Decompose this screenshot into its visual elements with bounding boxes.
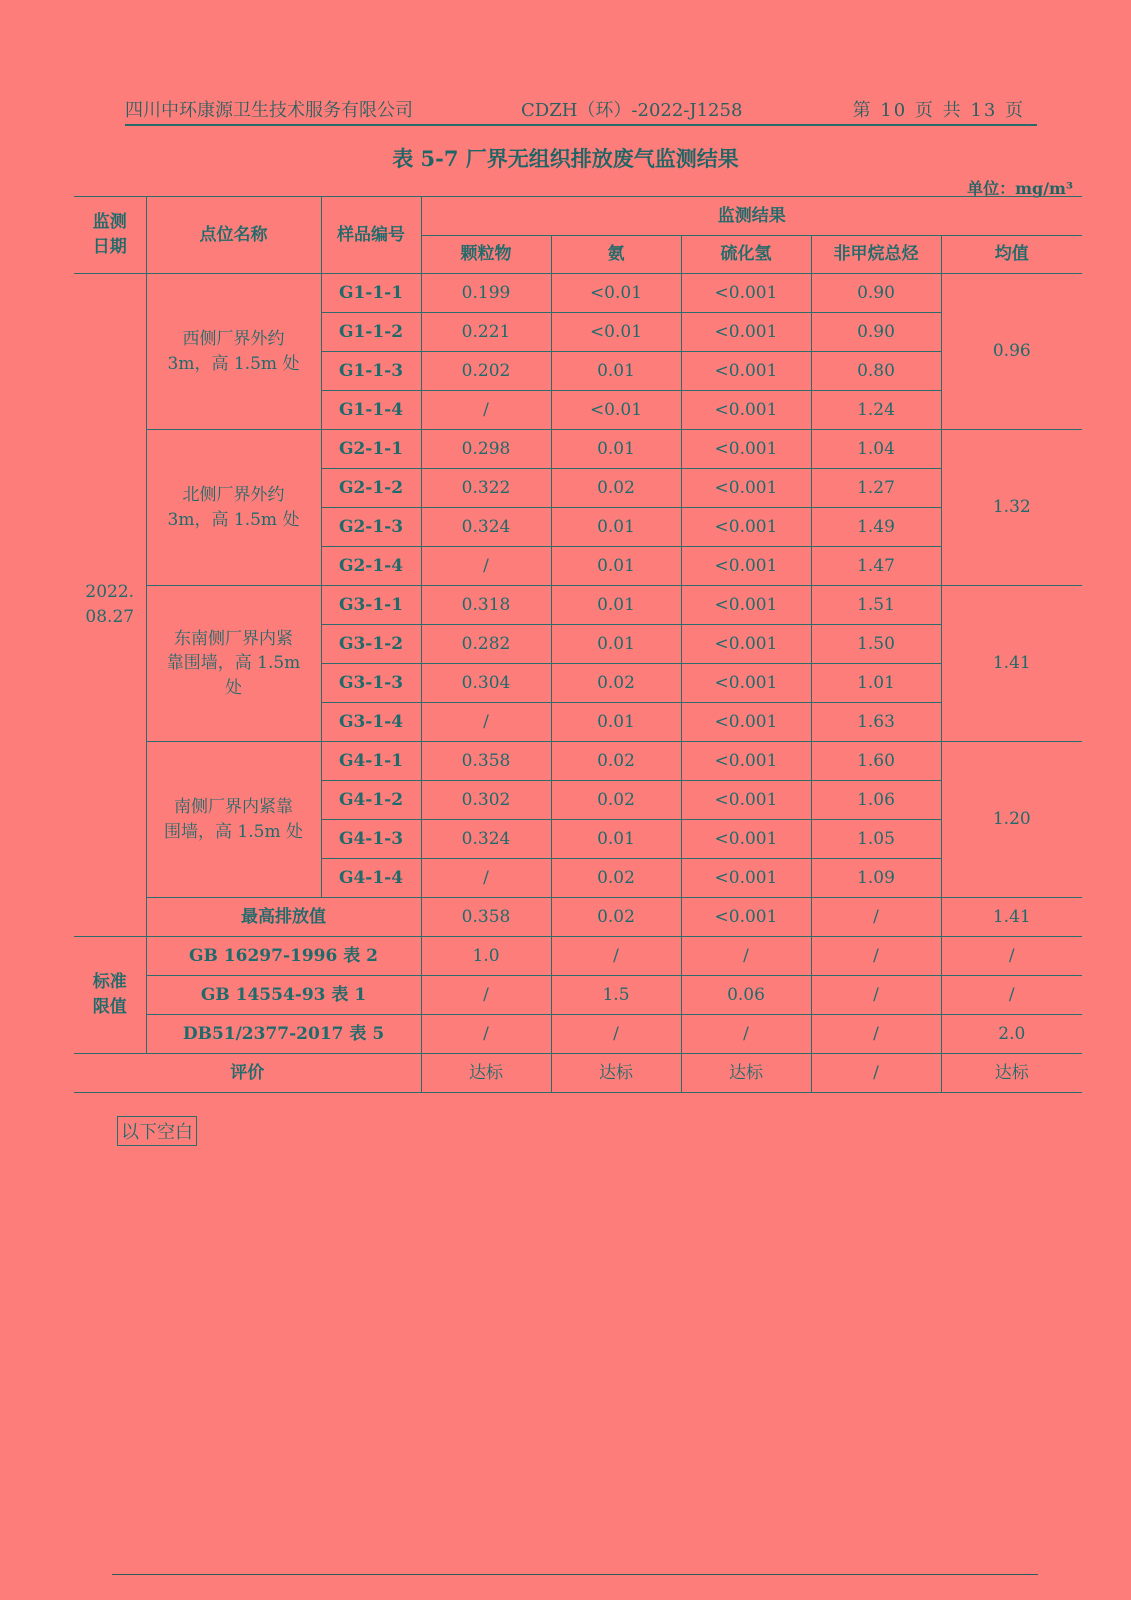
nmhc-value: 1.50 — [811, 625, 941, 664]
standard-mean: 2.0 — [941, 1015, 1082, 1054]
monitoring-results-table — [74, 196, 1082, 1093]
standard-h2s: / — [681, 937, 811, 976]
max-nmhc: / — [811, 898, 941, 937]
sample-id: G1-1-1 — [321, 274, 421, 313]
standard-particulate: 1.0 — [421, 937, 551, 976]
page-number: 第 10 页 共 13 页 — [852, 100, 1025, 121]
sample-id: G3-1-3 — [321, 664, 421, 703]
standard-name: GB 14554-93 表 1 — [146, 976, 421, 1015]
standard-name: GB 16297-1996 表 2 — [146, 937, 421, 976]
ammonia-value: 0.02 — [551, 742, 681, 781]
nmhc-value: 1.09 — [811, 859, 941, 898]
standard-mean: / — [941, 976, 1082, 1015]
standard-mean: / — [941, 937, 1082, 976]
standard-ammonia: / — [551, 937, 681, 976]
table-row — [74, 937, 1082, 976]
evaluation-ammonia: 达标 — [551, 1054, 681, 1093]
monitoring-date: 2022. 08.27 — [74, 274, 146, 937]
h2s-value: <0.001 — [681, 469, 811, 508]
particulate-value: 0.358 — [421, 742, 551, 781]
particulate-value: 0.221 — [421, 313, 551, 352]
table-title: 表 5-7 厂界无组织排放废气监测结果 — [392, 146, 739, 171]
h2s-value: <0.001 — [681, 742, 811, 781]
h2s-value: <0.001 — [681, 781, 811, 820]
standard-nmhc: / — [811, 976, 941, 1015]
max-h2s: <0.001 — [681, 898, 811, 937]
h2s-value: <0.001 — [681, 820, 811, 859]
header-sample: 样品编号 — [321, 197, 421, 274]
table-row — [74, 898, 1082, 937]
header-particulate: 颗粒物 — [421, 236, 551, 274]
sample-id: G1-1-2 — [321, 313, 421, 352]
nmhc-value: 1.06 — [811, 781, 941, 820]
nmhc-value: 0.90 — [811, 274, 941, 313]
h2s-value: <0.001 — [681, 703, 811, 742]
nmhc-value: 0.80 — [811, 352, 941, 391]
h2s-value: <0.001 — [681, 313, 811, 352]
header-h2s: 硫化氢 — [681, 236, 811, 274]
evaluation-particulate: 达标 — [421, 1054, 551, 1093]
nmhc-value: 1.51 — [811, 586, 941, 625]
nmhc-value: 1.49 — [811, 508, 941, 547]
max-particulate: 0.358 — [421, 898, 551, 937]
h2s-value: <0.001 — [681, 586, 811, 625]
table-row — [74, 1054, 1082, 1093]
particulate-value: / — [421, 859, 551, 898]
particulate-value: 0.282 — [421, 625, 551, 664]
location-name: 北侧厂界外约 3m，高 1.5m 处 — [146, 430, 321, 586]
max-ammonia: 0.02 — [551, 898, 681, 937]
sample-id: G2-1-2 — [321, 469, 421, 508]
h2s-value: <0.001 — [681, 274, 811, 313]
ammonia-value: 0.02 — [551, 469, 681, 508]
ammonia-value: 0.02 — [551, 664, 681, 703]
company-name: 四川中环康源卫生技术服务有限公司 — [125, 100, 413, 121]
table-row — [74, 197, 1082, 236]
ammonia-value: <0.01 — [551, 274, 681, 313]
location-name: 南侧厂界内紧靠 围墙，高 1.5m 处 — [146, 742, 321, 898]
sample-id: G3-1-4 — [321, 703, 421, 742]
particulate-value: 0.318 — [421, 586, 551, 625]
particulate-value: 0.302 — [421, 781, 551, 820]
header-date: 监测 日期 — [74, 197, 146, 274]
standard-name: DB51/2377-2017 表 5 — [146, 1015, 421, 1054]
unit-label: 单位：mg/m³ — [967, 179, 1073, 198]
nmhc-value: 1.27 — [811, 469, 941, 508]
evaluation-mean: 达标 — [941, 1054, 1082, 1093]
location-name: 东南侧厂界内紧 靠围墙，高 1.5m 处 — [146, 586, 321, 742]
ammonia-value: 0.01 — [551, 625, 681, 664]
max-label: 最高排放值 — [146, 898, 421, 937]
header-location: 点位名称 — [146, 197, 321, 274]
mean-value: 0.96 — [941, 274, 1082, 430]
sample-id: G1-1-3 — [321, 352, 421, 391]
standard-h2s: / — [681, 1015, 811, 1054]
standard-ammonia: 1.5 — [551, 976, 681, 1015]
header-nmhc: 非甲烷总烃 — [811, 236, 941, 274]
sample-id: G4-1-3 — [321, 820, 421, 859]
standards-label: 标准 限值 — [74, 937, 146, 1054]
ammonia-value: <0.01 — [551, 391, 681, 430]
standard-h2s: 0.06 — [681, 976, 811, 1015]
header-ammonia: 氨 — [551, 236, 681, 274]
standard-nmhc: / — [811, 1015, 941, 1054]
sample-id: G2-1-1 — [321, 430, 421, 469]
h2s-value: <0.001 — [681, 430, 811, 469]
sample-id: G4-1-4 — [321, 859, 421, 898]
max-mean: 1.41 — [941, 898, 1082, 937]
location-name: 西侧厂界外约 3m，高 1.5m 处 — [146, 274, 321, 430]
particulate-value: / — [421, 703, 551, 742]
nmhc-value: 1.24 — [811, 391, 941, 430]
particulate-value: / — [421, 547, 551, 586]
h2s-value: <0.001 — [681, 547, 811, 586]
ammonia-value: 0.01 — [551, 547, 681, 586]
nmhc-value: 1.05 — [811, 820, 941, 859]
ammonia-value: 0.02 — [551, 781, 681, 820]
header-mean: 均值 — [941, 236, 1082, 274]
ammonia-value: 0.01 — [551, 820, 681, 859]
h2s-value: <0.001 — [681, 625, 811, 664]
particulate-value: 0.322 — [421, 469, 551, 508]
particulate-value: 0.324 — [421, 820, 551, 859]
sample-id: G4-1-2 — [321, 781, 421, 820]
particulate-value: 0.304 — [421, 664, 551, 703]
h2s-value: <0.001 — [681, 664, 811, 703]
table-row — [74, 1015, 1082, 1054]
ammonia-value: 0.01 — [551, 352, 681, 391]
ammonia-value: <0.01 — [551, 313, 681, 352]
particulate-value: / — [421, 391, 551, 430]
h2s-value: <0.001 — [681, 859, 811, 898]
header-results: 监测结果 — [421, 197, 1082, 236]
evaluation-h2s: 达标 — [681, 1054, 811, 1093]
ammonia-value: 0.01 — [551, 586, 681, 625]
table-row — [74, 742, 1082, 781]
table-row — [74, 430, 1082, 469]
nmhc-value: 0.90 — [811, 313, 941, 352]
evaluation-nmhc: / — [811, 1054, 941, 1093]
ammonia-value: 0.02 — [551, 859, 681, 898]
nmhc-value: 1.04 — [811, 430, 941, 469]
standard-particulate: / — [421, 1015, 551, 1054]
table-row — [74, 976, 1082, 1015]
mean-value: 1.32 — [941, 430, 1082, 586]
nmhc-value: 1.60 — [811, 742, 941, 781]
table-row — [74, 274, 1082, 313]
sample-id: G4-1-1 — [321, 742, 421, 781]
sample-id: G3-1-2 — [321, 625, 421, 664]
nmhc-value: 1.47 — [811, 547, 941, 586]
page-header — [125, 94, 1037, 126]
nmhc-value: 1.63 — [811, 703, 941, 742]
h2s-value: <0.001 — [681, 508, 811, 547]
h2s-value: <0.001 — [681, 352, 811, 391]
standard-ammonia: / — [551, 1015, 681, 1054]
particulate-value: 0.199 — [421, 274, 551, 313]
ammonia-value: 0.01 — [551, 703, 681, 742]
particulate-value: 0.202 — [421, 352, 551, 391]
ammonia-value: 0.01 — [551, 508, 681, 547]
mean-value: 1.41 — [941, 586, 1082, 742]
footer-rule — [112, 1574, 1038, 1575]
sample-id: G1-1-4 — [321, 391, 421, 430]
mean-value: 1.20 — [941, 742, 1082, 898]
nmhc-value: 1.01 — [811, 664, 941, 703]
h2s-value: <0.001 — [681, 391, 811, 430]
standard-particulate: / — [421, 976, 551, 1015]
standard-nmhc: / — [811, 937, 941, 976]
evaluation-label: 评价 — [74, 1054, 421, 1093]
ammonia-value: 0.01 — [551, 430, 681, 469]
particulate-value: 0.324 — [421, 508, 551, 547]
report-code: CDZH（环）-2022-J1258 — [521, 100, 743, 121]
sample-id: G3-1-1 — [321, 586, 421, 625]
table-row — [74, 586, 1082, 625]
particulate-value: 0.298 — [421, 430, 551, 469]
blank-note: 以下空白 — [117, 1116, 197, 1146]
sample-id: G2-1-4 — [321, 547, 421, 586]
sample-id: G2-1-3 — [321, 508, 421, 547]
